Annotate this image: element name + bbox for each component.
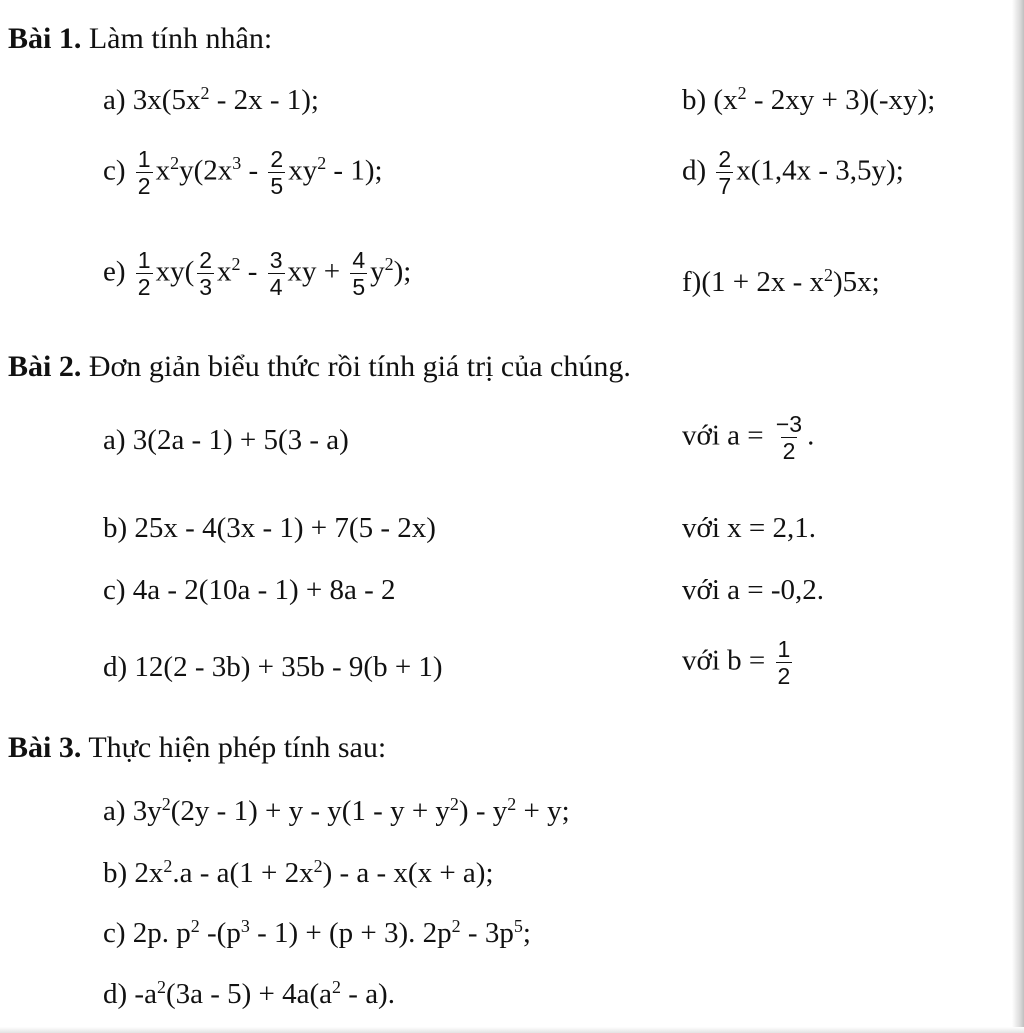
- bai1-c: [103, 147, 383, 198]
- expr-part: - 1);: [326, 154, 383, 187]
- fraction: [136, 248, 153, 299]
- bai3-label: Bài 3.: [8, 731, 82, 764]
- numerator: 2: [270, 146, 284, 172]
- exponent: 2: [317, 153, 327, 174]
- exponent: 2: [170, 153, 180, 174]
- bai2-label: Bài 2.: [8, 350, 82, 383]
- item-label: c): [103, 917, 126, 949]
- expr-part: 3(2a - 1) + 5(3 - a): [132, 424, 349, 456]
- bai2-b-cond: với x = 2,1.: [682, 512, 816, 544]
- page-right-edge: [1012, 0, 1024, 1033]
- denominator: 2: [777, 663, 791, 690]
- expr-part: );: [393, 255, 412, 288]
- expr-part: 3x(5x: [132, 84, 201, 116]
- expr-part: (2y - 1) + y - y(1 - y + y: [170, 795, 450, 827]
- bai2-c-cond: với a = -0,2.: [682, 574, 825, 606]
- bai3-c: [103, 917, 531, 950]
- expr-part: y: [370, 255, 385, 288]
- item-label: c): [103, 574, 126, 606]
- denominator: 2: [782, 438, 796, 465]
- expr-part: - 2x - 1);: [209, 84, 319, 116]
- denominator: 7: [718, 173, 732, 200]
- expr-part: )5x;: [832, 266, 880, 298]
- item-label: d): [682, 154, 707, 187]
- expr-part: (3a - 5) + 4a(a: [165, 978, 333, 1010]
- item-label: b): [103, 512, 128, 544]
- fraction: [774, 412, 804, 463]
- exponent: 2: [313, 856, 323, 877]
- fraction: [776, 637, 793, 688]
- exponent: 3: [232, 153, 242, 174]
- exponent: 2: [507, 794, 517, 815]
- fraction: [197, 248, 214, 299]
- numerator: 3: [269, 247, 283, 273]
- bai1-heading: [8, 22, 272, 56]
- bai1-b: [682, 84, 935, 117]
- denominator: 3: [199, 274, 213, 301]
- expr-part: 25x - 4(3x - 1) + 7(5 - 2x): [134, 512, 436, 544]
- expr-part: - 2xy + 3)(-xy);: [746, 84, 936, 116]
- bai1-label: Bài 1.: [8, 22, 82, 55]
- denominator: 2: [137, 274, 151, 301]
- numerator: 1: [777, 636, 791, 662]
- expr-part: - 3p: [460, 917, 514, 949]
- exponent: 2: [737, 83, 747, 104]
- expr-part: xy +: [287, 255, 348, 288]
- exponent: 2: [449, 794, 459, 815]
- expr-part: x: [155, 154, 171, 187]
- bai1-title: Làm tính nhân:: [88, 22, 273, 55]
- expr-part: ) - a - x(x + a);: [322, 857, 494, 889]
- expr-part: + y;: [516, 795, 570, 827]
- bai2-a-expr: [103, 424, 349, 457]
- numerator: 2: [718, 146, 732, 172]
- denominator: 5: [352, 274, 366, 301]
- expr-part: -a: [134, 978, 157, 1010]
- fraction: [136, 147, 153, 198]
- bai1-a: [103, 84, 319, 117]
- expr-part: - 1) + (p + 3). 2p: [249, 917, 452, 949]
- bai3-title: Thực hiện phép tính sau:: [88, 731, 387, 764]
- item-label: a): [103, 424, 126, 456]
- item-label: c): [103, 154, 126, 187]
- bai2-d-expr: [103, 651, 443, 684]
- expr-part: y(2x: [179, 154, 233, 187]
- item-label: a): [103, 84, 126, 116]
- page-bottom-edge: [0, 1027, 1024, 1033]
- fraction: [350, 248, 367, 299]
- exponent: 2: [161, 794, 171, 815]
- exponent: 2: [332, 977, 342, 998]
- bai2-heading: [8, 350, 631, 384]
- bai2-b-expr: [103, 512, 436, 545]
- expr-part: (x: [713, 84, 738, 116]
- item-label: a): [103, 795, 126, 827]
- expr-part: ) - y: [458, 795, 508, 827]
- expr-part: xy(: [155, 255, 195, 288]
- numerator: 1: [137, 247, 151, 273]
- bai2-a-cond: [682, 412, 814, 463]
- condition-text: với a =: [682, 419, 771, 452]
- expr-part: - a).: [341, 978, 395, 1010]
- bai1-f: [682, 266, 880, 299]
- exponent: 2: [163, 856, 173, 877]
- expr-part: -(p: [199, 917, 241, 949]
- exponent: 5: [513, 916, 523, 937]
- expr-part: x: [217, 255, 232, 288]
- expr-part: xy: [288, 154, 318, 187]
- expr-part: x(1,4x - 3,5y);: [736, 154, 904, 187]
- expr-part: 3y: [132, 795, 162, 827]
- fraction: [716, 147, 733, 198]
- exponent: 2: [156, 977, 166, 998]
- expr-part: 12(2 - 3b) + 35b - 9(b + 1): [134, 651, 443, 683]
- expr-part: -: [241, 154, 266, 187]
- numerator: 1: [137, 146, 151, 172]
- expr-part: 2p. p: [132, 917, 191, 949]
- expr-part: (1 + 2x - x: [701, 266, 824, 298]
- exponent: 2: [384, 254, 394, 275]
- denominator: 4: [269, 274, 283, 301]
- expr-part: -: [240, 255, 265, 288]
- item-label: d): [103, 978, 128, 1010]
- numerator: 2: [199, 247, 213, 273]
- expr-part: ;: [522, 917, 531, 949]
- expr-part: 2x: [134, 857, 164, 889]
- denominator: 2: [137, 173, 151, 200]
- bai1-d: [682, 147, 904, 198]
- bai3-b: [103, 857, 494, 890]
- denominator: 5: [270, 173, 284, 200]
- exponent: 2: [824, 265, 833, 286]
- bai3-heading: [8, 731, 386, 765]
- item-label: d): [103, 651, 128, 683]
- item-label: b): [103, 857, 128, 889]
- item-label: b): [682, 84, 707, 116]
- exponent: 2: [200, 83, 210, 104]
- bai3-d: [103, 978, 395, 1011]
- condition-text: với b =: [682, 644, 773, 677]
- exponent: 2: [451, 916, 461, 937]
- expr-part: 4a - 2(10a - 1) + 8a - 2: [132, 574, 396, 606]
- bai3-a: [103, 795, 570, 828]
- fraction: [268, 147, 285, 198]
- bai2-c-expr: [103, 574, 396, 607]
- item-label: f): [682, 266, 702, 298]
- exponent: 2: [190, 916, 200, 937]
- expr-part: .: [807, 419, 815, 452]
- exponent: 3: [240, 916, 250, 937]
- item-label: e): [103, 255, 126, 288]
- bai2-d-cond: [682, 637, 795, 688]
- bai1-e: [103, 248, 411, 299]
- expr-part: .a - a(1 + 2x: [172, 857, 314, 889]
- bai2-title: Đơn giản biểu thức rồi tính giá trị của chúng.: [88, 350, 631, 383]
- numerator: 4: [352, 247, 366, 273]
- numerator: −3: [775, 411, 803, 437]
- fraction: [268, 248, 285, 299]
- exponent: 2: [231, 254, 241, 275]
